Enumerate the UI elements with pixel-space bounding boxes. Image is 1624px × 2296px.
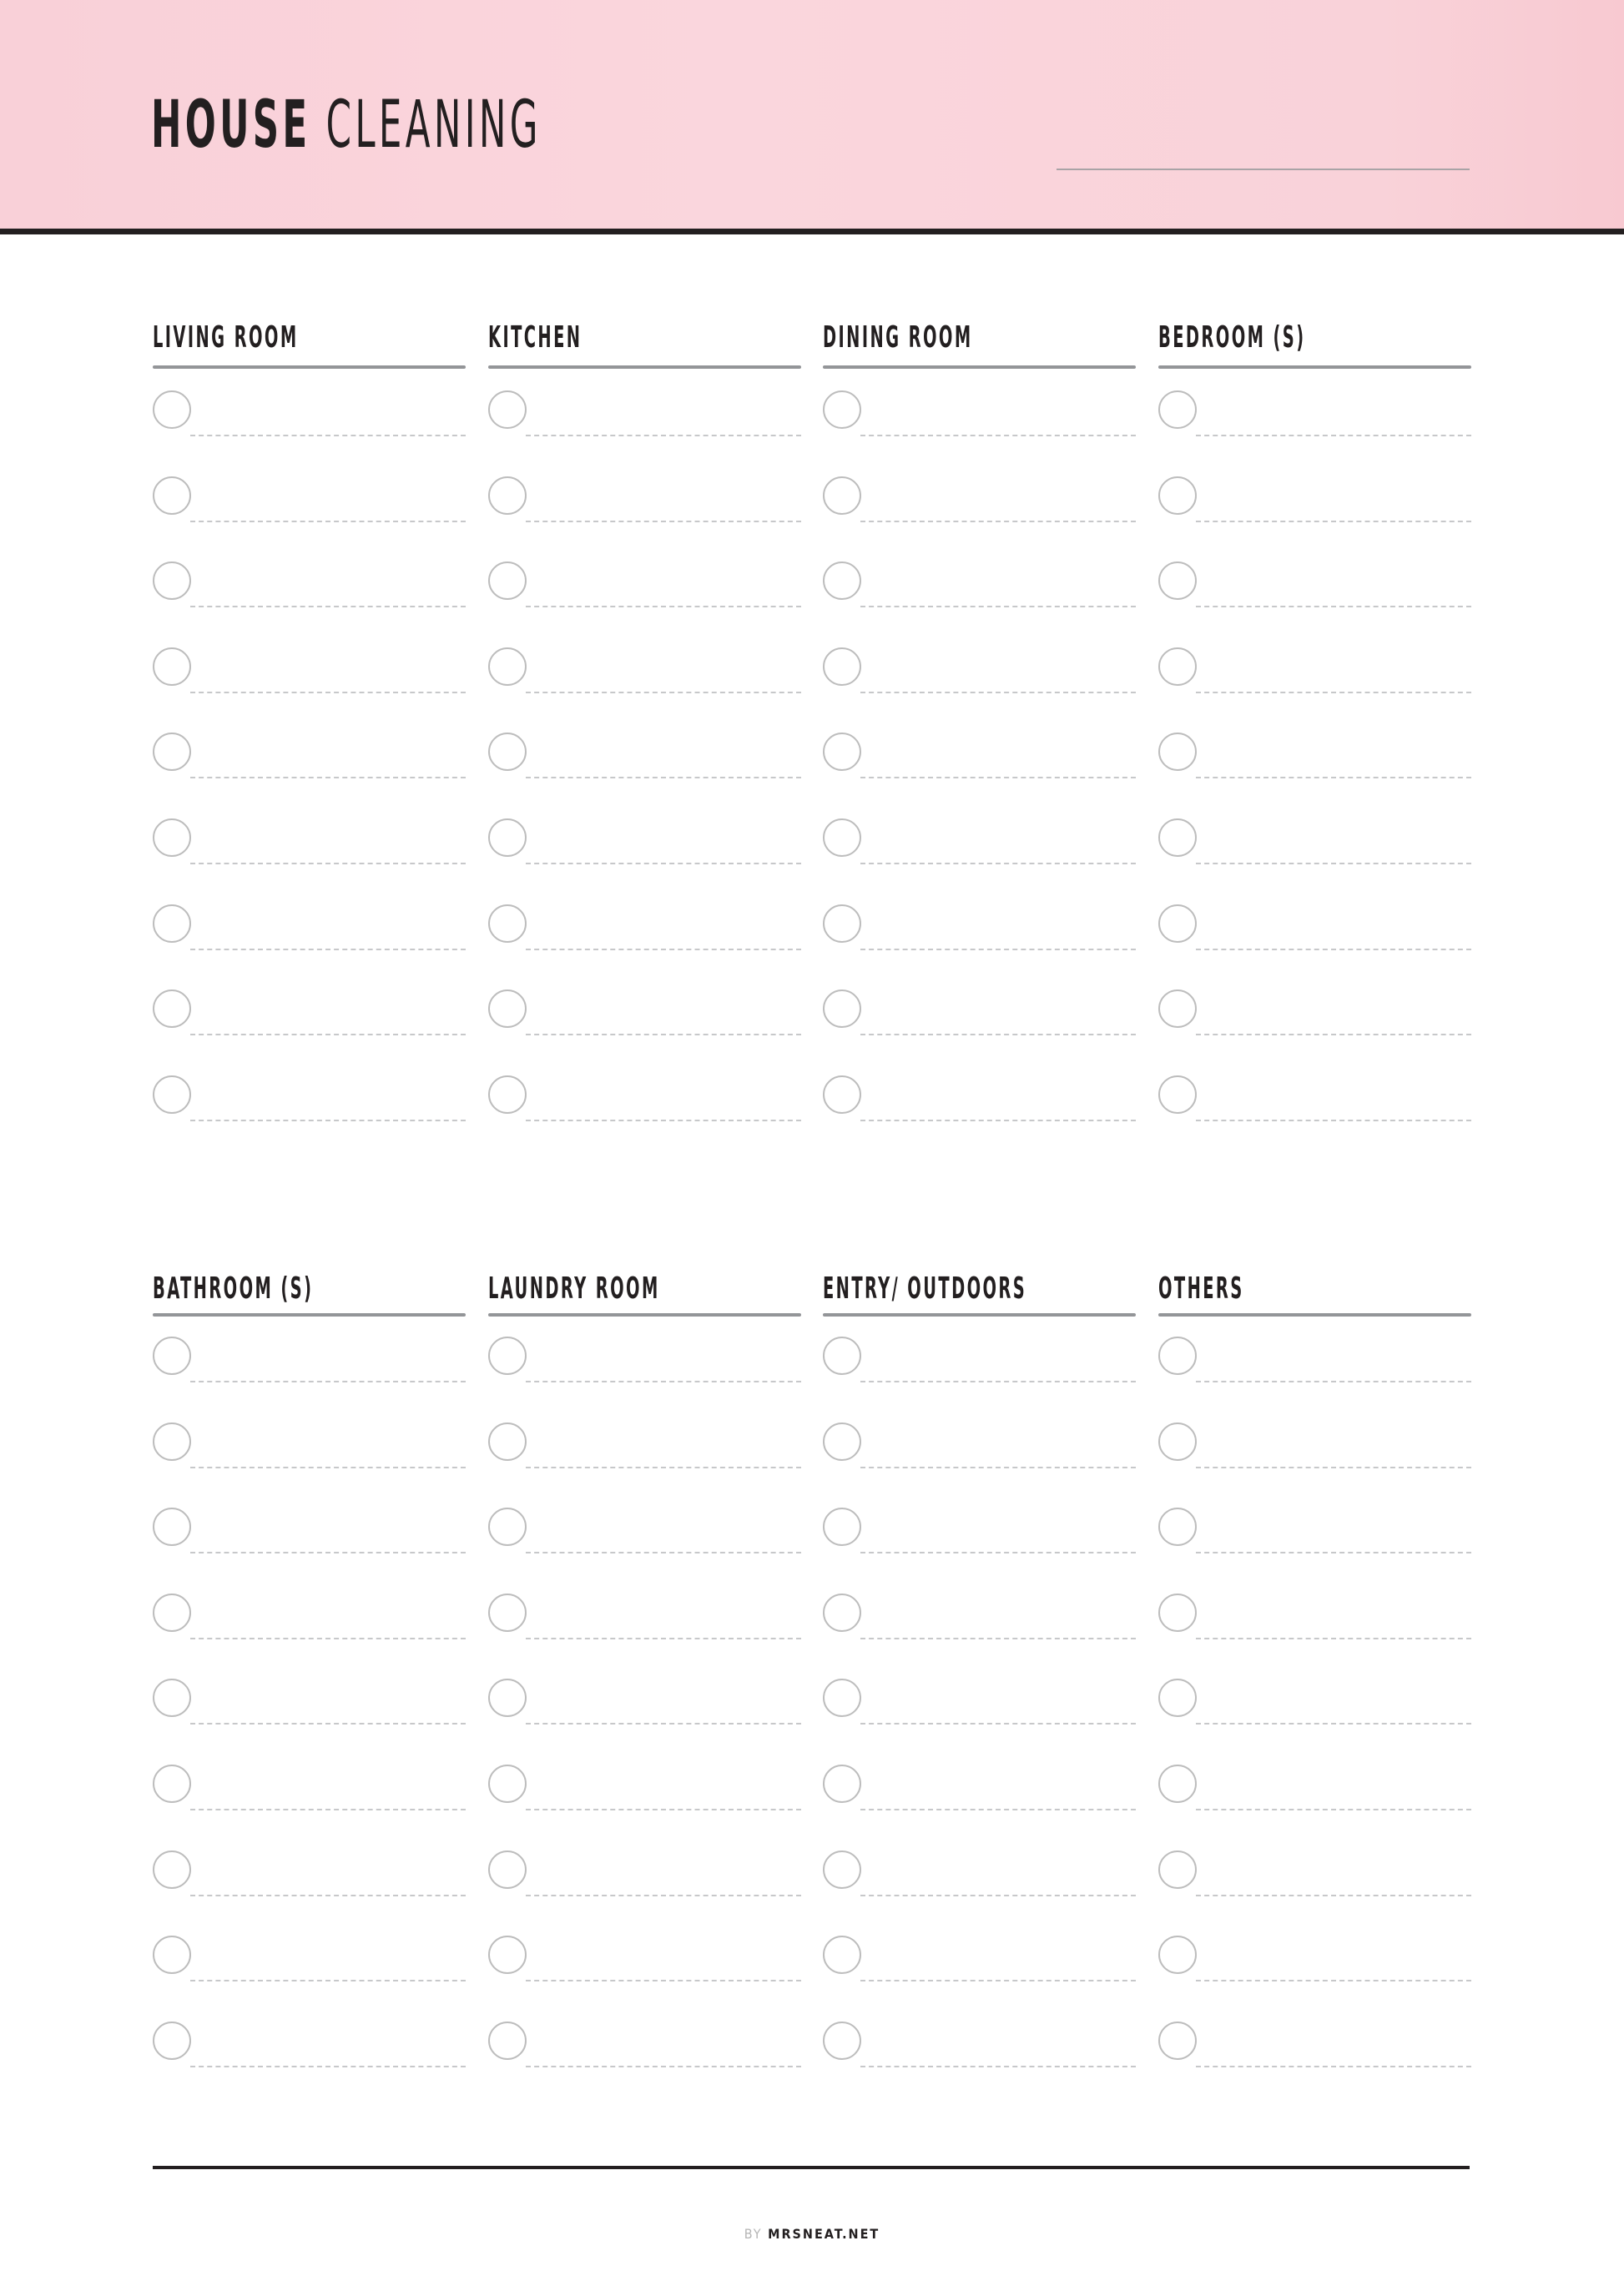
- checklist-item: [1158, 904, 1471, 989]
- checklist-item: [488, 647, 801, 733]
- footer-credit: [0, 2226, 1624, 2242]
- checklist-item: [488, 1850, 801, 1936]
- task-entry-line[interactable]: [526, 521, 801, 522]
- checklist-item: [153, 1936, 466, 2021]
- checklist-item: [823, 818, 1136, 904]
- checklist-item: [153, 818, 466, 904]
- checklist-item: [488, 989, 801, 1075]
- circle-checkbox-icon[interactable]: [488, 1936, 527, 1974]
- circle-checkbox-icon[interactable]: [823, 561, 861, 600]
- checklist-item: [1158, 1075, 1471, 1161]
- checklist-item: [823, 1337, 1136, 1422]
- circle-checkbox-icon[interactable]: [1158, 476, 1197, 515]
- checklist-item: [488, 476, 801, 561]
- task-entry-line[interactable]: [860, 1980, 1136, 1981]
- footer-by: BY: [744, 2226, 763, 2242]
- circle-checkbox-icon[interactable]: [1158, 1337, 1197, 1375]
- checklist-item: [1158, 1337, 1471, 1422]
- task-entry-line[interactable]: [1196, 777, 1471, 778]
- task-entry-line[interactable]: [190, 521, 466, 522]
- task-entry-line[interactable]: [860, 1895, 1136, 1896]
- circle-checkbox-icon[interactable]: [823, 1594, 861, 1632]
- circle-checkbox-icon[interactable]: [823, 1850, 861, 1889]
- circle-checkbox-icon[interactable]: [153, 647, 191, 686]
- task-entry-line[interactable]: [526, 1895, 801, 1896]
- task-entry-line[interactable]: [1196, 1723, 1471, 1725]
- circle-checkbox-icon[interactable]: [153, 1594, 191, 1632]
- checklist-item: [153, 390, 466, 476]
- task-entry-line[interactable]: [1196, 1980, 1471, 1981]
- checklist-item: [823, 647, 1136, 733]
- checklist-item: [823, 1936, 1136, 2021]
- task-entry-line[interactable]: [526, 435, 801, 436]
- checklist-item: [823, 1679, 1136, 1764]
- circle-checkbox-icon[interactable]: [488, 390, 527, 429]
- checklist-item: [1158, 561, 1471, 647]
- task-entry-line[interactable]: [526, 1467, 801, 1468]
- task-entry-line[interactable]: [190, 435, 466, 436]
- column-heading: BEDROOM (S): [1158, 320, 1306, 355]
- task-entry-line[interactable]: [860, 435, 1136, 436]
- task-entry-line[interactable]: [526, 777, 801, 778]
- column-heading: KITCHEN: [488, 320, 583, 355]
- circle-checkbox-icon[interactable]: [823, 476, 861, 515]
- column-heading: LAUNDRY ROOM: [488, 1271, 660, 1306]
- checklist-item: [1158, 1850, 1471, 1936]
- header-banner: [0, 0, 1624, 229]
- checklist-item: [1158, 476, 1471, 561]
- column-heading: OTHERS: [1158, 1271, 1244, 1306]
- checklist-item: [1158, 1594, 1471, 1679]
- checklist-item: [823, 2022, 1136, 2107]
- checklist-item: [1158, 818, 1471, 904]
- circle-checkbox-icon[interactable]: [1158, 1594, 1197, 1632]
- task-entry-line[interactable]: [190, 1034, 466, 1035]
- task-entry-line[interactable]: [190, 606, 466, 607]
- circle-checkbox-icon[interactable]: [1158, 647, 1197, 686]
- task-entry-line[interactable]: [190, 777, 466, 778]
- heading-rule: [823, 365, 1136, 369]
- checklist-item: [823, 1508, 1136, 1593]
- checklist-item: [153, 733, 466, 818]
- task-entry-line[interactable]: [860, 1809, 1136, 1810]
- checklist-item: [153, 1594, 466, 1679]
- task-entry-line[interactable]: [1196, 1638, 1471, 1639]
- checklist-item: [153, 989, 466, 1075]
- circle-checkbox-icon[interactable]: [488, 647, 527, 686]
- task-entry-line[interactable]: [190, 949, 466, 950]
- checklist-item: [1158, 1422, 1471, 1508]
- checklist-item: [1158, 733, 1471, 818]
- checklist-item: [153, 2022, 466, 2107]
- task-entry-line[interactable]: [1196, 1895, 1471, 1896]
- circle-checkbox-icon[interactable]: [488, 1422, 527, 1461]
- task-entry-line[interactable]: [860, 1034, 1136, 1035]
- task-entry-line[interactable]: [1196, 606, 1471, 607]
- task-entry-line[interactable]: [1196, 1809, 1471, 1810]
- circle-checkbox-icon[interactable]: [153, 818, 191, 857]
- circle-checkbox-icon[interactable]: [153, 1765, 191, 1803]
- task-entry-line[interactable]: [190, 1467, 466, 1468]
- task-entry-line[interactable]: [860, 1638, 1136, 1639]
- circle-checkbox-icon[interactable]: [488, 1765, 527, 1803]
- circle-checkbox-icon[interactable]: [823, 1936, 861, 1974]
- checklist-item: [823, 1765, 1136, 1850]
- title-bold: HOUSE: [151, 88, 311, 163]
- task-entry-line[interactable]: [1196, 435, 1471, 436]
- checklist-item: [488, 904, 801, 989]
- checklist-item: [1158, 390, 1471, 476]
- checklist-item: [153, 1337, 466, 1422]
- task-entry-line[interactable]: [860, 606, 1136, 607]
- task-entry-line[interactable]: [526, 1809, 801, 1810]
- task-entry-line[interactable]: [190, 1381, 466, 1382]
- task-entry-line[interactable]: [860, 1381, 1136, 1382]
- circle-checkbox-icon[interactable]: [488, 1679, 527, 1717]
- checklist-item: [1158, 1936, 1471, 2021]
- checklist-item: [153, 1422, 466, 1508]
- task-entry-line[interactable]: [1196, 1552, 1471, 1553]
- checklist-item: [153, 1075, 466, 1161]
- circle-checkbox-icon[interactable]: [153, 1075, 191, 1114]
- footer-divider: [153, 2166, 1470, 2169]
- header-divider: [0, 229, 1624, 234]
- checklist-item: [823, 1422, 1136, 1508]
- checklist-item: [1158, 647, 1471, 733]
- circle-checkbox-icon[interactable]: [488, 1075, 527, 1114]
- circle-checkbox-icon[interactable]: [823, 1075, 861, 1114]
- task-entry-line[interactable]: [860, 863, 1136, 864]
- task-entry-line[interactable]: [860, 692, 1136, 693]
- circle-checkbox-icon[interactable]: [488, 1508, 527, 1546]
- checklist-item: [823, 390, 1136, 476]
- task-entry-line[interactable]: [860, 521, 1136, 522]
- checklist-item: [488, 1075, 801, 1161]
- task-entry-line[interactable]: [190, 1895, 466, 1896]
- task-entry-line[interactable]: [526, 1638, 801, 1639]
- checklist-item: [153, 1850, 466, 1936]
- circle-checkbox-icon[interactable]: [823, 1508, 861, 1546]
- checklist-item: [1158, 2022, 1471, 2107]
- checklist-item: [488, 1337, 801, 1422]
- task-entry-line[interactable]: [190, 863, 466, 864]
- checklist-item: [153, 561, 466, 647]
- task-entry-line[interactable]: [526, 1381, 801, 1382]
- heading-rule: [823, 1313, 1136, 1317]
- column-heading: BATHROOM (S): [153, 1271, 314, 1306]
- circle-checkbox-icon[interactable]: [488, 818, 527, 857]
- circle-checkbox-icon[interactable]: [488, 2022, 527, 2060]
- checklist-item: [488, 1422, 801, 1508]
- date-field-line[interactable]: [1057, 169, 1470, 170]
- task-entry-line[interactable]: [1196, 1467, 1471, 1468]
- checklist-item: [153, 1679, 466, 1764]
- circle-checkbox-icon[interactable]: [488, 1337, 527, 1375]
- heading-rule: [153, 365, 466, 369]
- task-entry-line[interactable]: [190, 1980, 466, 1981]
- task-entry-line[interactable]: [526, 1120, 801, 1121]
- circle-checkbox-icon[interactable]: [488, 989, 527, 1028]
- task-entry-line[interactable]: [190, 1638, 466, 1639]
- circle-checkbox-icon[interactable]: [823, 1765, 861, 1803]
- task-entry-line[interactable]: [190, 1809, 466, 1810]
- circle-checkbox-icon[interactable]: [488, 1594, 527, 1632]
- task-entry-line[interactable]: [526, 692, 801, 693]
- checklist-item: [488, 733, 801, 818]
- task-entry-line[interactable]: [1196, 863, 1471, 864]
- circle-checkbox-icon[interactable]: [1158, 1422, 1197, 1461]
- task-entry-line[interactable]: [860, 1467, 1136, 1468]
- checklist-item: [1158, 989, 1471, 1075]
- circle-checkbox-icon[interactable]: [823, 733, 861, 771]
- task-entry-line[interactable]: [860, 777, 1136, 778]
- checklist-item: [488, 1936, 801, 2021]
- circle-checkbox-icon[interactable]: [1158, 1075, 1197, 1114]
- circle-checkbox-icon[interactable]: [823, 1337, 861, 1375]
- circle-checkbox-icon[interactable]: [823, 904, 861, 943]
- task-entry-line[interactable]: [860, 949, 1136, 950]
- checklist-item: [823, 733, 1136, 818]
- circle-checkbox-icon[interactable]: [1158, 2022, 1197, 2060]
- task-entry-line[interactable]: [1196, 521, 1471, 522]
- circle-checkbox-icon[interactable]: [823, 1679, 861, 1717]
- task-entry-line[interactable]: [1196, 1381, 1471, 1382]
- checklist-item: [488, 818, 801, 904]
- task-entry-line[interactable]: [1196, 2066, 1471, 2067]
- task-entry-line[interactable]: [190, 1723, 466, 1725]
- task-entry-line[interactable]: [860, 1552, 1136, 1553]
- circle-checkbox-icon[interactable]: [1158, 818, 1197, 857]
- circle-checkbox-icon[interactable]: [153, 390, 191, 429]
- task-entry-line[interactable]: [1196, 1120, 1471, 1121]
- checklist-item: [153, 647, 466, 733]
- checklist-item: [823, 904, 1136, 989]
- circle-checkbox-icon[interactable]: [823, 390, 861, 429]
- task-entry-line[interactable]: [526, 1723, 801, 1725]
- task-entry-line[interactable]: [1196, 1034, 1471, 1035]
- circle-checkbox-icon[interactable]: [1158, 1936, 1197, 1974]
- task-entry-line[interactable]: [1196, 949, 1471, 950]
- circle-checkbox-icon[interactable]: [153, 1936, 191, 1974]
- task-entry-line[interactable]: [190, 1120, 466, 1121]
- circle-checkbox-icon[interactable]: [488, 733, 527, 771]
- circle-checkbox-icon[interactable]: [488, 1850, 527, 1889]
- circle-checkbox-icon[interactable]: [823, 647, 861, 686]
- circle-checkbox-icon[interactable]: [153, 904, 191, 943]
- checklist-item: [823, 561, 1136, 647]
- circle-checkbox-icon[interactable]: [488, 476, 527, 515]
- circle-checkbox-icon[interactable]: [1158, 1679, 1197, 1717]
- circle-checkbox-icon[interactable]: [153, 476, 191, 515]
- circle-checkbox-icon[interactable]: [1158, 390, 1197, 429]
- circle-checkbox-icon[interactable]: [1158, 1508, 1197, 1546]
- circle-checkbox-icon[interactable]: [153, 561, 191, 600]
- page-title: [151, 88, 542, 163]
- circle-checkbox-icon[interactable]: [153, 1422, 191, 1461]
- task-entry-line[interactable]: [526, 606, 801, 607]
- task-entry-line[interactable]: [860, 2066, 1136, 2067]
- column-heading: DINING ROOM: [823, 320, 973, 355]
- circle-checkbox-icon[interactable]: [153, 733, 191, 771]
- task-entry-line[interactable]: [526, 1980, 801, 1981]
- circle-checkbox-icon[interactable]: [1158, 1765, 1197, 1803]
- checklist-item: [488, 2022, 801, 2107]
- checklist-item: [153, 904, 466, 989]
- checklist-item: [823, 476, 1136, 561]
- task-entry-line[interactable]: [860, 1723, 1136, 1725]
- heading-rule: [1158, 365, 1471, 369]
- footer-site: MRSNEAT.NET: [768, 2226, 880, 2242]
- circle-checkbox-icon[interactable]: [1158, 904, 1197, 943]
- checklist-item: [153, 476, 466, 561]
- checklist-item: [488, 1765, 801, 1850]
- circle-checkbox-icon[interactable]: [823, 818, 861, 857]
- checklist-item: [823, 1594, 1136, 1679]
- heading-rule: [153, 1313, 466, 1317]
- task-entry-line[interactable]: [526, 1034, 801, 1035]
- circle-checkbox-icon[interactable]: [153, 989, 191, 1028]
- checklist-item: [823, 1075, 1136, 1161]
- circle-checkbox-icon[interactable]: [488, 904, 527, 943]
- circle-checkbox-icon[interactable]: [1158, 733, 1197, 771]
- circle-checkbox-icon[interactable]: [488, 561, 527, 600]
- circle-checkbox-icon[interactable]: [1158, 1850, 1197, 1889]
- task-entry-line[interactable]: [190, 1552, 466, 1553]
- checklist-item: [488, 390, 801, 476]
- circle-checkbox-icon[interactable]: [1158, 989, 1197, 1028]
- circle-checkbox-icon[interactable]: [823, 2022, 861, 2060]
- checklist-item: [823, 1850, 1136, 1936]
- checklist-item: [153, 1765, 466, 1850]
- heading-rule: [488, 1313, 801, 1317]
- circle-checkbox-icon[interactable]: [1158, 561, 1197, 600]
- column-heading: ENTRY/ OUTDOORS: [823, 1271, 1027, 1306]
- checklist-item: [823, 989, 1136, 1075]
- checklist-item: [488, 1679, 801, 1764]
- circle-checkbox-icon[interactable]: [153, 1337, 191, 1375]
- heading-rule: [488, 365, 801, 369]
- checklist-item: [488, 1508, 801, 1593]
- circle-checkbox-icon[interactable]: [823, 989, 861, 1028]
- checklist-item: [153, 1508, 466, 1593]
- task-entry-line[interactable]: [1196, 692, 1471, 693]
- checklist-item: [488, 1594, 801, 1679]
- circle-checkbox-icon[interactable]: [153, 2022, 191, 2060]
- task-entry-line[interactable]: [190, 2066, 466, 2067]
- task-entry-line[interactable]: [526, 2066, 801, 2067]
- checklist-item: [1158, 1679, 1471, 1764]
- title-light: CLEANING: [325, 88, 542, 163]
- circle-checkbox-icon[interactable]: [153, 1679, 191, 1717]
- checklist-item: [1158, 1765, 1471, 1850]
- circle-checkbox-icon[interactable]: [153, 1850, 191, 1889]
- circle-checkbox-icon[interactable]: [823, 1422, 861, 1461]
- circle-checkbox-icon[interactable]: [153, 1508, 191, 1546]
- task-entry-line[interactable]: [190, 692, 466, 693]
- checklist-item: [488, 561, 801, 647]
- column-heading: LIVING ROOM: [153, 320, 299, 355]
- heading-rule: [1158, 1313, 1471, 1317]
- task-entry-line[interactable]: [860, 1120, 1136, 1121]
- checklist-item: [1158, 1508, 1471, 1593]
- task-entry-line[interactable]: [526, 863, 801, 864]
- task-entry-line[interactable]: [526, 949, 801, 950]
- task-entry-line[interactable]: [526, 1552, 801, 1553]
